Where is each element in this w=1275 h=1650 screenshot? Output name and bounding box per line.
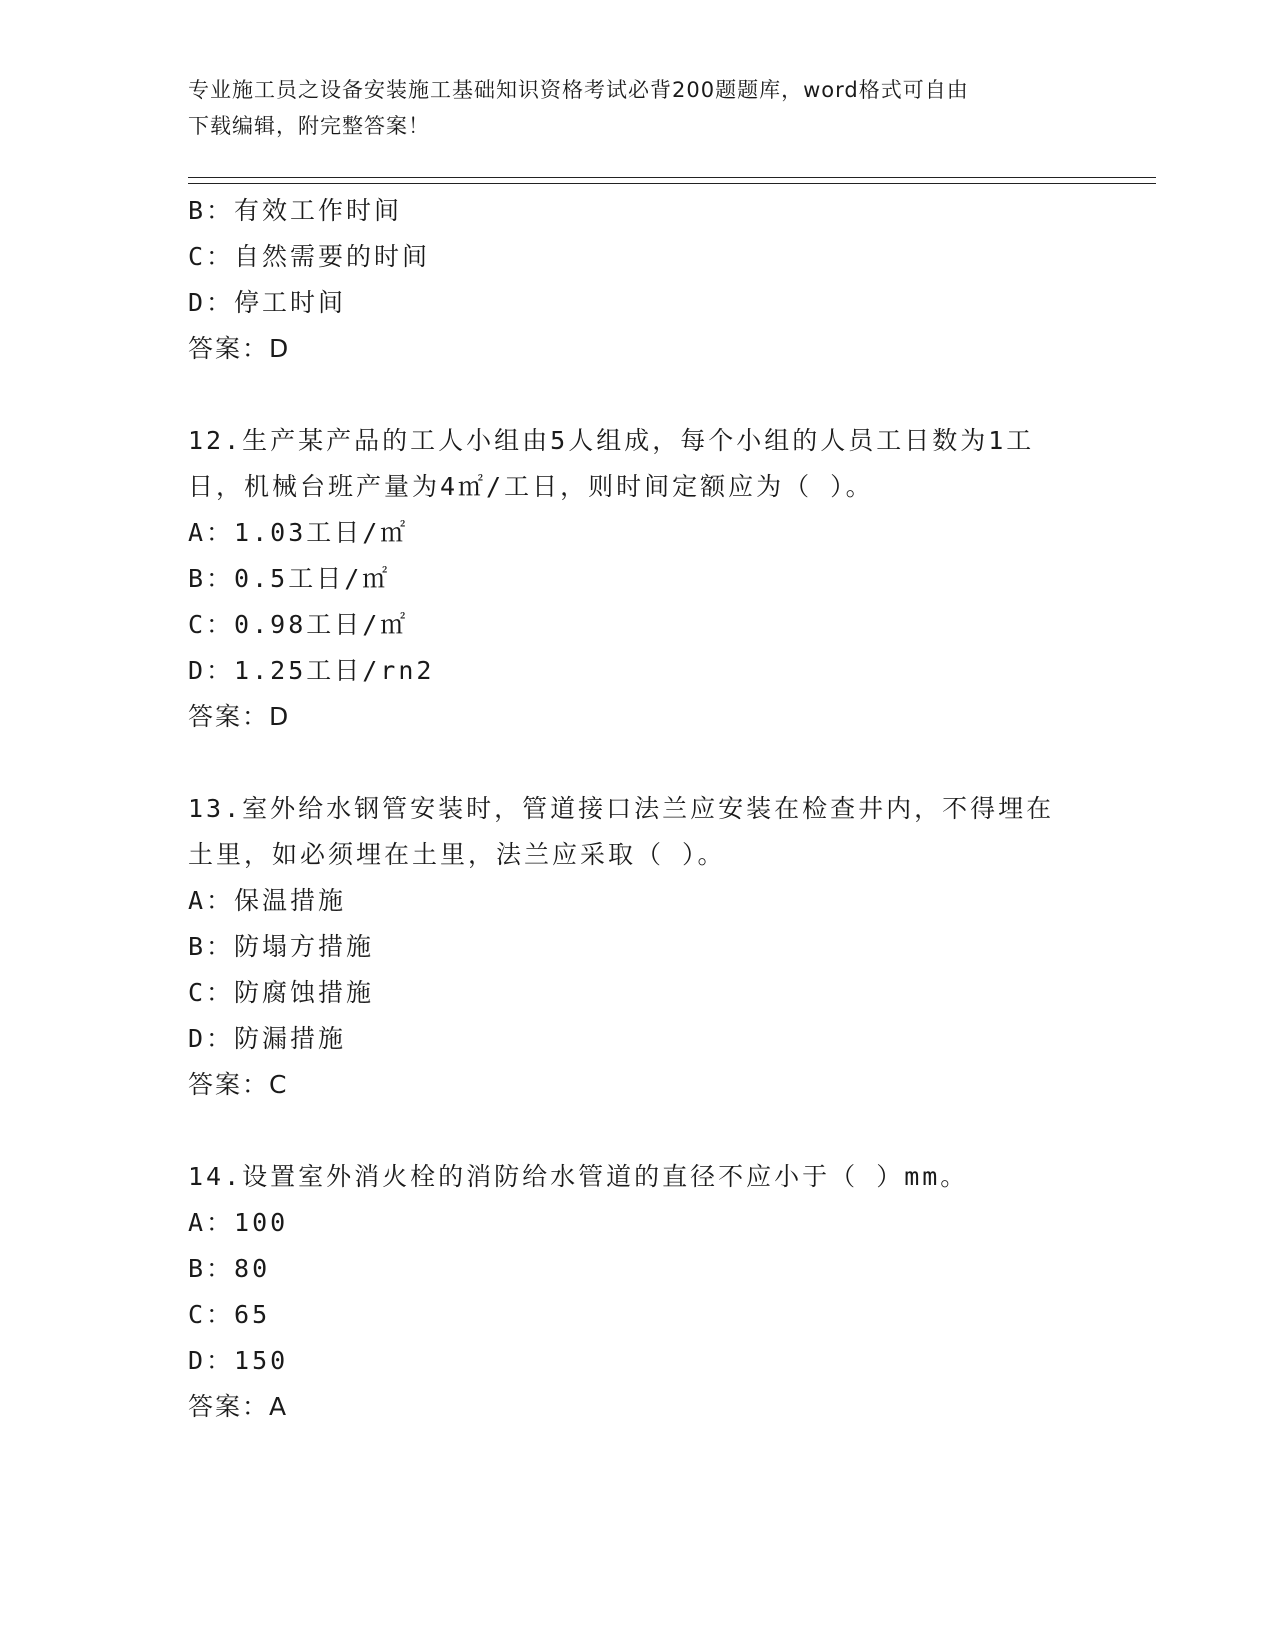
answer: 答案：A (188, 1392, 289, 1421)
question-stem-continued: 日，机械台班产量为4㎡/工日，则时间定额应为（ ）。 (188, 472, 874, 501)
header-line-2: 下载编辑，附完整答案！ (188, 114, 430, 138)
option-d: D：停工时间 (188, 288, 347, 317)
option-c: C：自然需要的时间 (188, 242, 431, 271)
option-b: B：有效工作时间 (188, 196, 403, 225)
answer: 答案：D (188, 334, 291, 363)
option-d: D：防漏措施 (188, 1024, 347, 1053)
question-13 (188, 786, 1088, 1108)
option-b: B：80 (188, 1254, 271, 1283)
option-c: C：65 (188, 1300, 271, 1329)
question-stem: 14.设置室外消火栓的消防给水管道的直径不应小于（ ）mm。 (188, 1162, 969, 1191)
option-b: B：0.5工日/㎡ (188, 564, 391, 593)
option-c: C：防腐蚀措施 (188, 978, 375, 1007)
question-stem-continued: 土里，如必须埋在土里，法兰应采取（ ）。 (188, 840, 726, 869)
option-b: B：防塌方措施 (188, 932, 375, 961)
question-stem: 13.室外给水钢管安装时，管道接口法兰应安装在检查井内，不得埋在 (188, 794, 1055, 823)
option-d: D：150 (188, 1346, 289, 1375)
option-c: C：0.98工日/㎡ (188, 610, 409, 639)
option-a: A：1.03工日/㎡ (188, 518, 409, 547)
header-divider-bottom (188, 183, 1156, 184)
question-stem: 12.生产某产品的工人小组由5人组成，每个小组的人员工日数为1工 (188, 426, 1035, 455)
option-a: A：100 (188, 1208, 289, 1237)
answer: 答案：D (188, 702, 291, 731)
header-line-1: 专业施工员之设备安装施工基础知识资格考试必背200题题库，word格式可自由 (188, 78, 969, 102)
question-11 (188, 188, 1088, 372)
question-list (188, 188, 1088, 1430)
answer: 答案：C (188, 1070, 289, 1099)
question-12 (188, 418, 1088, 740)
question-14 (188, 1154, 1088, 1430)
option-d: D：1.25工日/rn2 (188, 656, 435, 685)
header-divider-top (188, 177, 1156, 178)
option-a: A：保温措施 (188, 886, 347, 915)
document-header (188, 72, 1088, 144)
